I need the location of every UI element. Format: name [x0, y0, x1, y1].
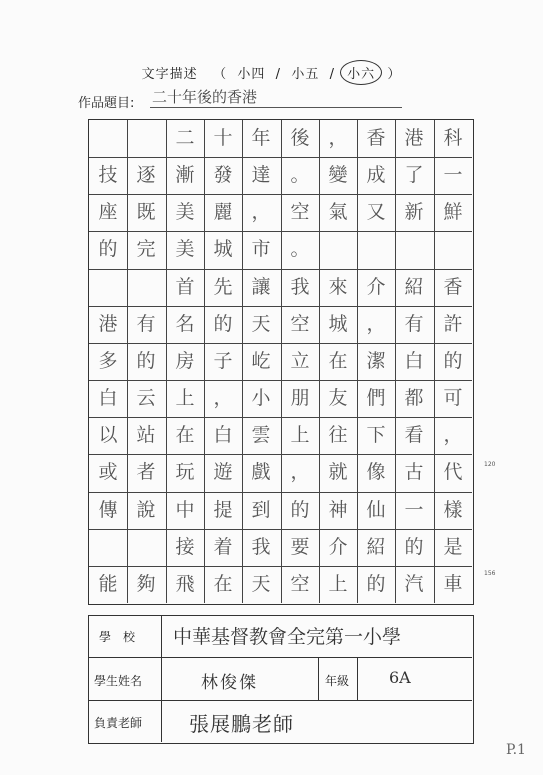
grade-option-4: 小四 — [237, 67, 266, 82]
grid-cell — [89, 269, 127, 306]
teacher-label: 負責老師 — [94, 716, 143, 730]
grid-cell: 立 — [290, 350, 310, 372]
grid-cell: 在 — [213, 573, 233, 595]
grid-cell: 既 — [136, 201, 156, 223]
grid-cell: 是 — [443, 536, 463, 558]
grid-cell: ， — [366, 313, 386, 335]
grid-cell: 的 — [213, 313, 233, 335]
grid-cell: 天 — [251, 313, 271, 335]
grid-cell: 了 — [404, 164, 424, 186]
grid-cell: 城 — [328, 313, 348, 335]
grid-cell: 或 — [98, 461, 118, 483]
grid-cell: 我 — [251, 536, 271, 558]
grid-cell: 二 — [175, 127, 195, 149]
grid-cell — [89, 120, 127, 157]
grid-cell — [434, 231, 472, 268]
grid-cell: 友 — [328, 387, 348, 409]
char-count-marker: 120 — [484, 461, 496, 468]
grade-option-5: 小五 — [291, 67, 320, 82]
grid-cell: 麗 — [213, 201, 233, 223]
grid-cell: 介 — [328, 536, 348, 558]
writing-grid — [88, 119, 474, 605]
grid-cell: 空 — [290, 573, 310, 595]
grid-cell: 發 — [213, 164, 233, 186]
grade-option-6-selected: 小六 — [340, 60, 382, 85]
grid-cell: 許 — [443, 313, 463, 335]
grid-cell: 以 — [98, 424, 118, 446]
grid-cell: 美 — [175, 238, 195, 260]
grid-cell: 中 — [175, 499, 195, 521]
grid-cell: 空 — [290, 201, 310, 223]
grid-cell: 科 — [443, 127, 463, 149]
grid-cell: 白 — [98, 387, 118, 409]
grid-cell: 一 — [404, 499, 424, 521]
grid-cell: 美 — [175, 201, 195, 223]
grid-cell: 戲 — [251, 461, 271, 483]
student-name-label: 學生姓名 — [94, 674, 143, 688]
grid-cell: 漸 — [175, 164, 195, 186]
grid-cell — [319, 231, 357, 268]
grid-cell: 一 — [443, 164, 463, 186]
student-name-value: 林俊傑 — [201, 673, 258, 693]
grid-cell: 名 — [175, 313, 195, 335]
grid-cell: 白 — [404, 350, 424, 372]
teacher-value: 張展鵬老師 — [189, 712, 294, 736]
page-number: P.1 — [506, 742, 526, 758]
info-divider — [161, 616, 162, 742]
grid-cell: 有 — [404, 313, 424, 335]
grid-cell: 飛 — [175, 573, 195, 595]
info-divider — [89, 700, 472, 701]
grid-cell: 十 — [213, 127, 233, 149]
grid-cell: 站 — [136, 424, 156, 446]
grade-separator: / — [275, 67, 282, 82]
grid-cell — [127, 120, 165, 157]
grid-cell: 上 — [290, 424, 310, 446]
grid-cell: 完 — [136, 238, 156, 260]
school-label: 學 校 — [99, 630, 136, 644]
grid-cell: 潔 — [366, 350, 386, 372]
grid-cell: 下 — [366, 424, 386, 446]
grid-cell: 神 — [328, 499, 348, 521]
grid-cell — [395, 231, 433, 268]
grid-cell: 上 — [175, 387, 195, 409]
grid-cell: 們 — [366, 387, 386, 409]
grid-cell: 代 — [443, 461, 463, 483]
grid-cell: 朋 — [290, 387, 310, 409]
grid-cell: 成 — [366, 164, 386, 186]
grid-cell: 新 — [404, 201, 424, 223]
grid-cell: 介 — [366, 276, 386, 298]
grid-cell: 接 — [175, 536, 195, 558]
grid-cell: 又 — [366, 201, 386, 223]
grade-separator: / — [329, 67, 336, 82]
grid-cell: 仙 — [366, 499, 386, 521]
form-title: 文字描述 （ 小四 / 小五 / 小六 ） — [0, 60, 543, 85]
grid-cell: 來 — [328, 276, 348, 298]
grid-cell: 傳 — [98, 499, 118, 521]
grid-cell: 到 — [251, 499, 271, 521]
grid-cell: 我 — [290, 276, 310, 298]
grid-cell: ， — [328, 127, 348, 149]
grid-cell: 就 — [328, 461, 348, 483]
grid-cell: 者 — [136, 461, 156, 483]
grid-cell: 遊 — [213, 461, 233, 483]
info-divider — [318, 657, 319, 700]
grid-cell: 有 — [136, 313, 156, 335]
grid-cell: 車 — [443, 573, 463, 595]
grid-cell — [89, 529, 127, 566]
grid-cell: 首 — [175, 276, 195, 298]
grid-cell: 都 — [404, 387, 424, 409]
grid-cell: 後 — [290, 127, 310, 149]
grid-cell: 的 — [98, 238, 118, 260]
grid-cell: 市 — [251, 238, 271, 260]
grid-cell: 看 — [404, 424, 424, 446]
grid-cell: 香 — [366, 127, 386, 149]
grid-cell: 逐 — [136, 164, 156, 186]
work-title-label: 作品題目: — [78, 96, 135, 111]
grid-cell: 港 — [98, 313, 118, 335]
grid-cell: 着 — [213, 536, 233, 558]
grid-cell: 古 — [404, 461, 424, 483]
grid-cell: 讓 — [251, 276, 271, 298]
grid-cell: ， — [251, 201, 271, 223]
grade-value: 6A — [389, 668, 411, 687]
grid-cell: 樣 — [443, 499, 463, 521]
grid-cell: ， — [290, 461, 310, 483]
grid-cell: 香 — [443, 276, 463, 298]
grid-cell: 在 — [175, 424, 195, 446]
grid-cell: 達 — [251, 164, 271, 186]
grid-cell: 上 — [328, 573, 348, 595]
grid-cell: 的 — [443, 350, 463, 372]
grid-cell: 的 — [136, 350, 156, 372]
grid-cell: 提 — [213, 499, 233, 521]
grid-cell — [127, 269, 165, 306]
grid-cell: 的 — [366, 573, 386, 595]
grid-cell: 在 — [328, 350, 348, 372]
char-count-marker: 156 — [484, 570, 496, 577]
grid-cell: 天 — [251, 573, 271, 595]
grid-cell: 技 — [98, 164, 118, 186]
grid-cell: 鮮 — [443, 201, 463, 223]
grid-cell: 多 — [98, 350, 118, 372]
work-title-value: 二十年後的香港 — [150, 86, 402, 108]
grid-cell: 往 — [328, 424, 348, 446]
grid-cell: 云 — [136, 387, 156, 409]
grid-cell: 的 — [290, 499, 310, 521]
grid-cell: 白 — [213, 424, 233, 446]
grid-cell: 氣 — [328, 201, 348, 223]
grid-cell: 變 — [328, 164, 348, 186]
grade-label: 年級 — [325, 674, 350, 688]
grid-cell: 能 — [98, 573, 118, 595]
grid-cell: 汽 — [404, 573, 424, 595]
grid-cell: 。 — [290, 238, 310, 260]
info-divider — [89, 657, 472, 658]
grid-cell: 城 — [213, 238, 233, 260]
grid-cell: 屹 — [251, 350, 271, 372]
info-divider — [357, 657, 358, 700]
school-value: 中華基督教會全完第一小學 — [173, 626, 402, 648]
grid-cell: 紹 — [366, 536, 386, 558]
grid-cell: 空 — [290, 313, 310, 335]
form-title-text: 文字描述 — [141, 67, 198, 82]
grid-cell: 座 — [98, 201, 118, 223]
grid-cell: 年 — [251, 127, 271, 149]
info-table — [88, 615, 474, 744]
grid-cell: 紹 — [404, 276, 424, 298]
grid-cell — [357, 231, 395, 268]
grid-cell: 玩 — [175, 461, 195, 483]
grid-cell: ， — [443, 424, 463, 446]
grid-cell: 小 — [251, 387, 271, 409]
grid-cell: 可 — [443, 387, 463, 409]
grid-cell: 房 — [175, 350, 195, 372]
grid-cell: 的 — [404, 536, 424, 558]
grid-cell: ， — [213, 387, 233, 409]
grid-cell: 先 — [213, 276, 233, 298]
grid-cell — [127, 529, 165, 566]
grid-cell: 說 — [136, 499, 156, 521]
grid-cell: 雲 — [251, 424, 271, 446]
grid-cell: 港 — [404, 127, 424, 149]
grid-cell: 像 — [366, 461, 386, 483]
grid-cell: 夠 — [136, 573, 156, 595]
grid-cell: 子 — [213, 350, 233, 372]
grid-cell: 要 — [290, 536, 310, 558]
grid-cell: 。 — [290, 164, 310, 186]
